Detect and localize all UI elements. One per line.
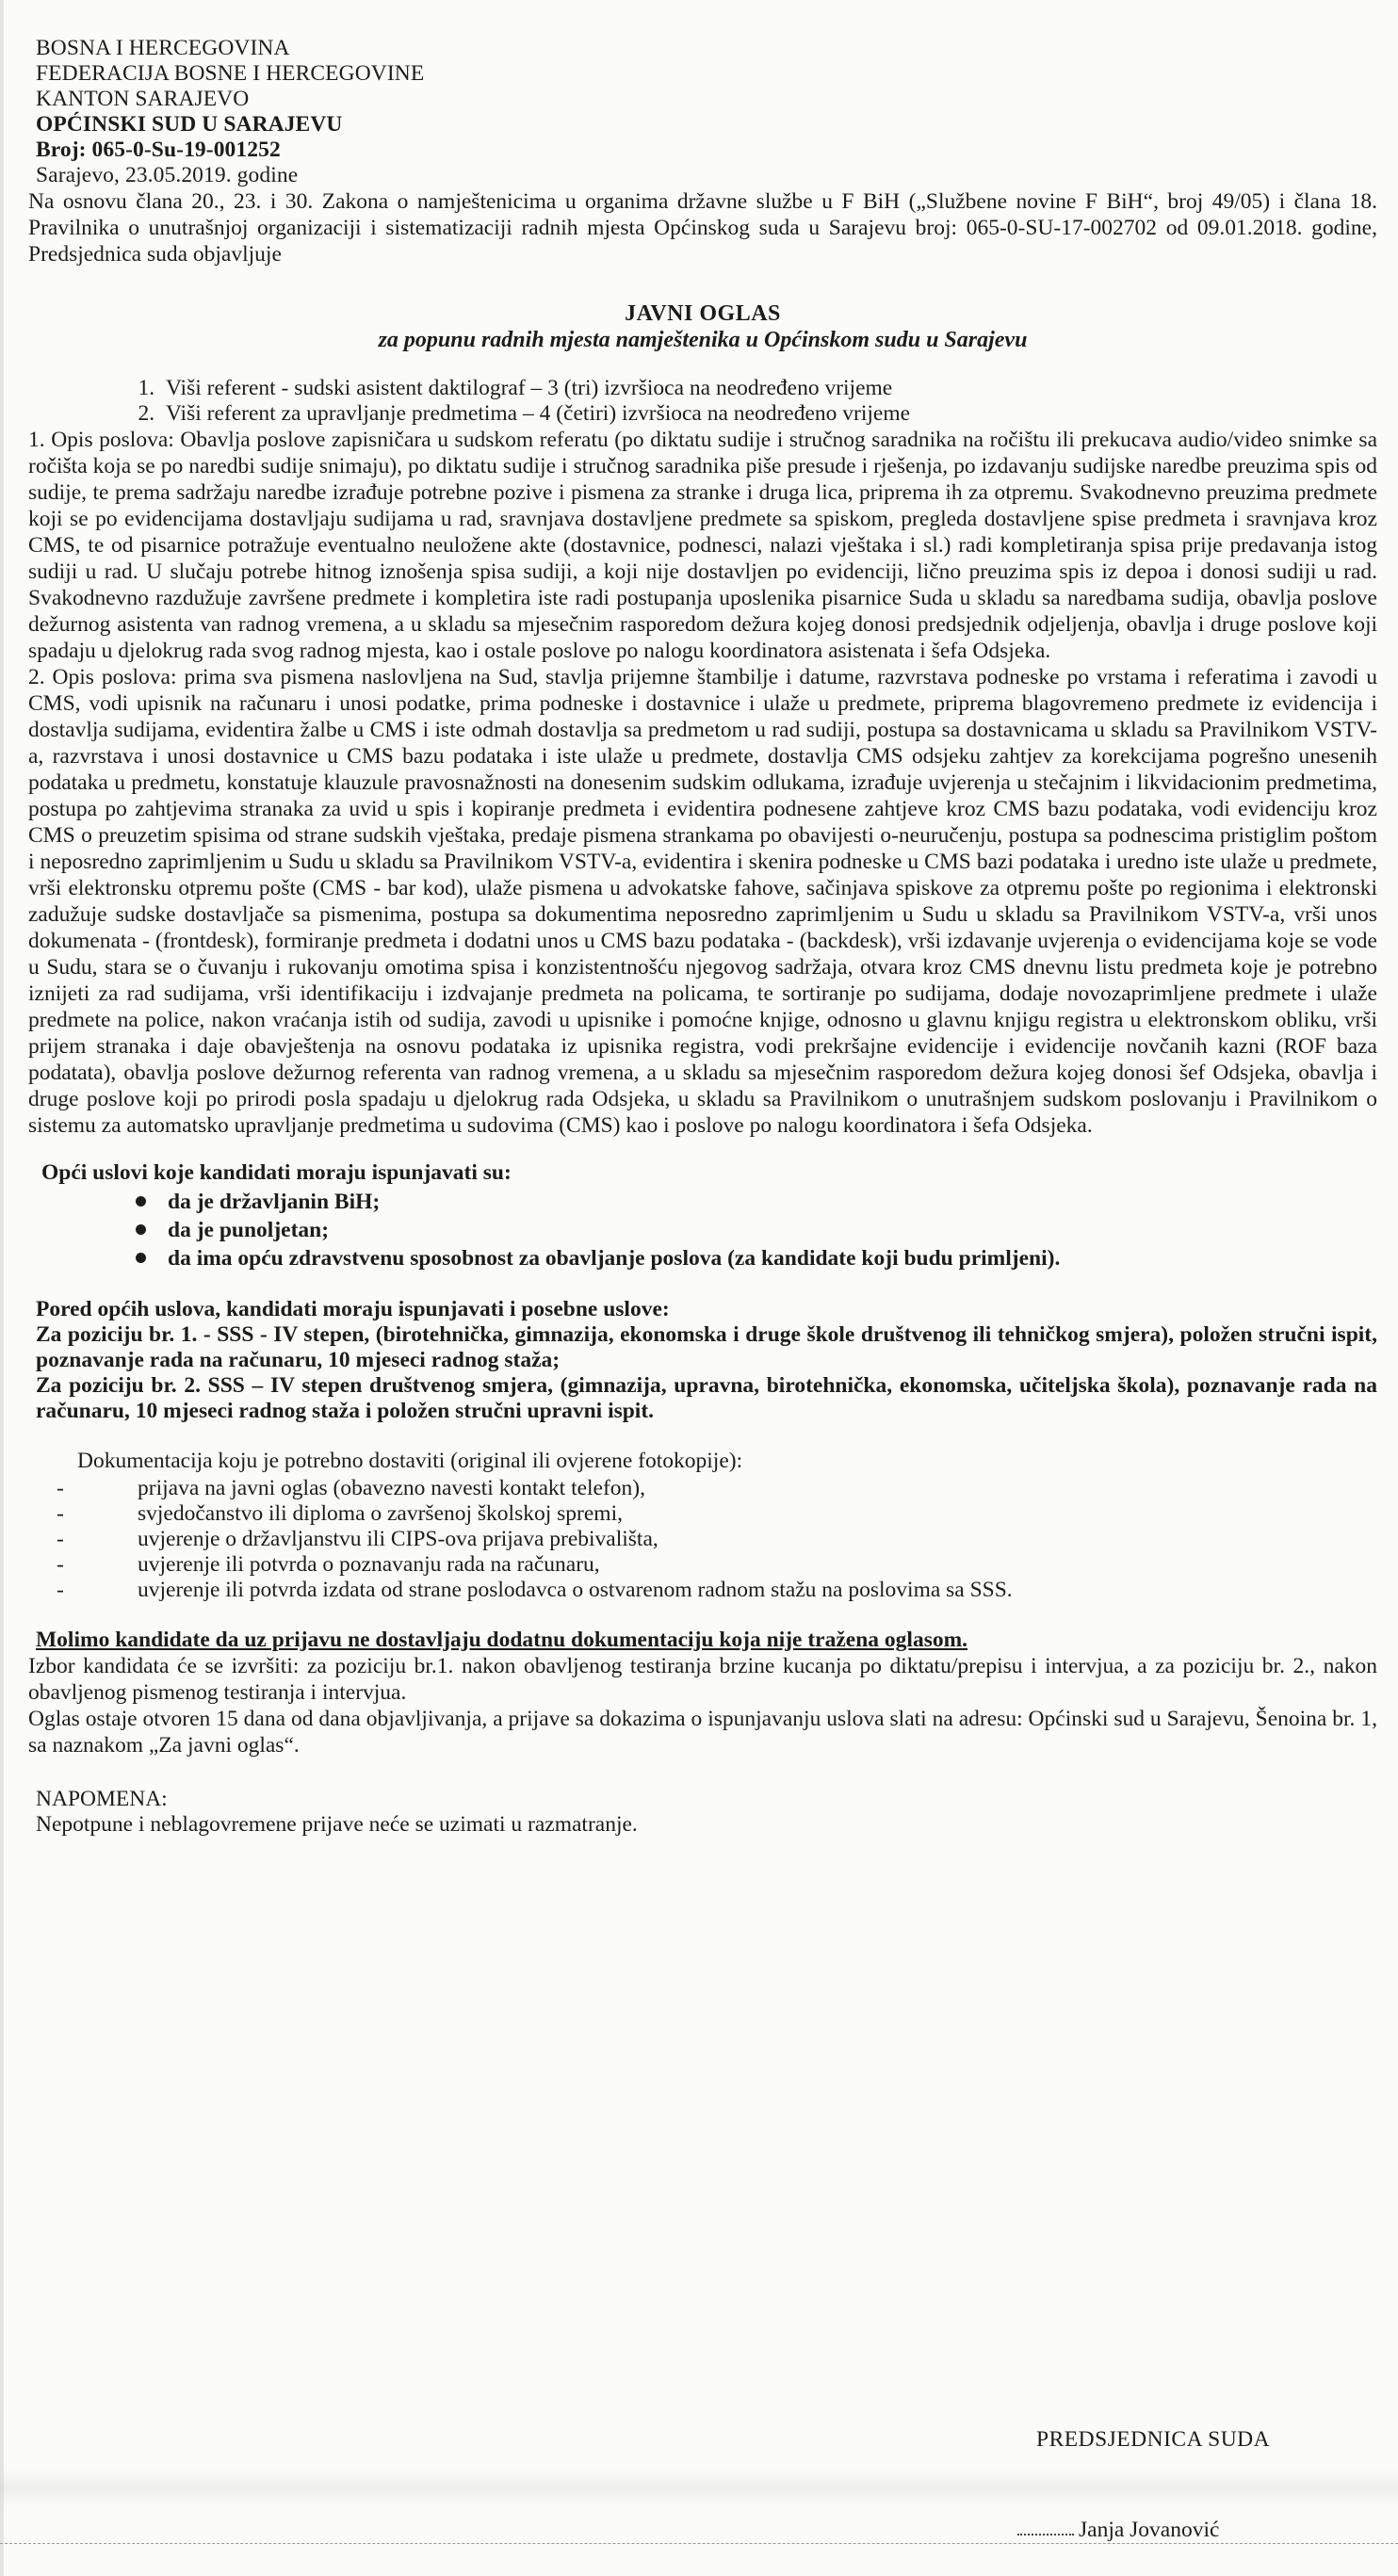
list-item [57,1578,1377,1603]
dash-marker: - [57,1476,64,1500]
job-description-1: 1. Opis poslova: Obavlja poslove zapisničara u sudskom referatu (po diktatu sudije i stručnog saradnika na ročištu ili prekucava audio/video snimke sa ročišta koja se po naredbi sudije snimaju), po diktatu sudije i stručnog saradnika piše presude i rješenja, po izdavanju sudijske naredbe preuzima spis od sudije, te prema sadržaju naredbe izrađuje potrebne pozive i pismena za stranke i druga lica, priprema ih za otpremu. Svakodnevno preuzima predmete koji se po evidencijama dostavljaju sudijama u rad, sravnjava dostavljene predmete sa spiskom, pregleda dostavljene spise predmeta i sravnjava kroz CMS, te od pisarnice potražuje eventualno neuložene akte (dostavnice, podnesci, nalazi vještaka i sl.) radi kompletiranja spisa prije predavanja istog sudiji u rad. U slučaju potrebe hitnog iznošenja spisa sudiji, a koji nije dostavljen po evidenciji, lično preuzima spis iz depoa i donosi sudiji u rad. Svakodnevno razdužuje završene predmete i kompletira iste radi postupanja uposlenika pisarnice Suda u skladu sa naredbama sudija, obavlja poslove dežurnog asistenta van radnog vremena, a u skladu sa mjesečnim rasporedom dežura kojeg donosi predsjednik odjeljenja, obavlja i druge poslove koji spadaju u djelokrug rada svog radnog mjesta, kao i ostale poslove po nalogu koordinatora asistenata i šefa Odsjeka. [28,428,1377,663]
header-number: Broj: 065-0-Su-19-001252 [36,138,281,162]
scan-artifact [0,2470,1398,2507]
header-country: BOSNA I HERCEGOVINA [36,36,290,60]
header-court: OPĆINSKI SUD U SARAJEVU [36,112,343,137]
document-text: uvjerenje o državljanstvu ili CIPS-ova prijava prebivališta, [138,1527,658,1551]
intro-paragraph: Na osnovu člana 20., 23. i 30. Zakona o namještenicima u organima državne službe u F BiH („Službene novine F BiH“, broj 49/05) i člana 18. Pravilnika o unutrašnjoj organizaciji i sistematizaciji radnih mjesta Općinskog suda u Sarajevu broj: 065-0-SU-17-002702 od 09.01.2018. godine, Predsjednica suda objavljuje [28,189,1377,267]
notice-no-extra-docs: Molimo kandidate da uz prijavu ne dostavljaju dodatnu dokumentaciju koja nije tražena oglasom. [36,1628,968,1652]
document-text: uvjerenje ili potvrda o poznavanju rada na računaru, [138,1552,600,1577]
general-conditions-list [132,1188,1377,1272]
deadline-paragraph: Oglas ostaje otvoren 15 dana od dana objavljivanja, a prijave sa dokazima o ispunjavanju uslova slati na adresu: Općinski sud u Sarajevu, Šenoina br. 1, sa naznakom „Za javni oglas“. [28,1707,1377,1758]
position-item: 2. Viši referent za upravljanje predmetima – 4 (četiri) izvršioca na neodređeno vrijeme [160,401,1377,427]
scan-edge [0,0,4,2576]
signature-name: Janja Jovanović [1079,2518,1220,2542]
dash-marker: - [57,1501,64,1526]
job-description-2: 2. Opis poslova: prima sva pismena naslovljena na Sud, stavlja prijemne štambilje i datume, razvrstava podneske po vrstama i referatima i zavodi u CMS, vodi upisnik na računaru i unosi podatke, prima podneske i dostavnice i ulaže u predmete, priprema blagovremeno predmete iz evidencija i dostavlja sudijama, evidentira žalbe u CMS i iste odmah dostavlja sa predmetom u rad sudiji, postupa sa dostavnicama u skladu sa Pravilnikom VSTV-a, razvrstava i unosi dostavnice u CMS bazu podataka i iste ulaže u predmete, dostavlja CMS odsjeku zahtjev za korekcijama pogrešno unesenih podataka u predmetu, konstatuje klauzule pravosnažnosti na donesenim sudskim odlukama, izrađuje uvjerenja u stečajnim i likvidacionim predmetima, postupa po zahtjevima stranaka za uvid u spis i kopiranje predmeta i evidentira podnesene zahtjeve kroz CMS bazu podataka, vodi evidenciju kroz CMS o preuzetim spisima od strane sudskih vještaka, predaje pismena strankama po obavijesti o-neuručenju, postupa sa podnescima pristiglim poštom i neposredno zaprimljenim u Sudu u skladu sa Pravilnikom VSTV-a, evidentira i skenira podneske u CMS bazi podataka i uredno iste ulaže u predmete, vrši elektronsku otpremu pošte (CMS - bar kod), ulaže pismena u advokatske fahove, sačinjava spiskove za otpremu pošte po regionima i elektronski zadužuje sudske dostavljače sa pismenima, postupa sa dokumentima neposredno zaprimljenim u Sudu u skladu sa Pravilnikom VSTV-a, vrši unos dokumenata - (frontdesk), formiranje predmeta i dodatni unos u CMS bazu podataka - (backdesk), vrši izdavanje uvjerenja o evidencijama koje se vode u Sudu, stara se o čuvanju i rukovanju omotima spisa i konzistentnošću njegovog sadržaja, otvara kroz CMS dnevnu listu predmeta koje je potrebno iznijeti za rad sudijama, vrši identifikaciju i izdvajanje predmeta na policama, te sortiranje po sudijama, dodaje novozaprimljene predmete i ulaže predmete na police, nakon vraćanja istih od sudija, zavodi u upisnike i pomoćne knjige, odnosno u glavnu knjigu registra u elektronskom obliku, vrši prijem stranaka i daje obavještenja na osnovu podataka iz upisnika registra, vodi prekršajne evidencije i evidencije novčanih kazni (ROF baza podatata), obavlja poslove dežurnog referenta van radnog vremena, a u skladu sa mjesečnim rasporedom dežura kojeg donosi šef Odsjeka, obavlja i druge poslove koji po prirodi posla spadaju u djelokrug rada Odsjeka, u skladu sa Pravilnikom o unutrašnjem sudskom poslovanju i Pravilnikom o sistemu za automatsko upravljanje predmetima u sudovima (CMS) kao i poslove po nalogu koordinatora i šefa Odsjeka. [28,665,1377,1138]
document-page [28,36,1377,1838]
special-condition-position-2: Za poziciju br. 2. SSS – IV stepen društvenog smjera, (gimnazija, upravna, birotehnička, ekonomska, učiteljska škola), poznavanje rada na računaru, 10 mjeseci radnog staža i položen stručni upravni ispit. [36,1373,1377,1423]
bullet-icon [136,1253,146,1263]
dash-marker: - [57,1578,64,1602]
positions-list [132,376,1377,427]
document-title: JAVNI OGLAS [625,301,781,326]
bullet-icon [136,1196,146,1207]
list-item [168,1188,1377,1216]
documentation-title: Dokumentacija koju je potrebno dostaviti (original ili ovjerene fotokopije): [77,1449,743,1473]
title-block [28,301,1377,353]
note-title: NAPOMENA: [36,1787,168,1811]
bottom-divider [0,2543,1398,2544]
special-condition-position-1: Za poziciju br. 1. - SSS - IV stepen, (birotehnička, gimnazija, ekonomska i druge škole društvenog ili tehničkog smjera), položen stručni ispit, poznavanje rada na računaru, 10 mjeseci radnog staža; [36,1322,1377,1372]
condition-text: da je državljanin BiH; [168,1190,381,1214]
condition-text: da ima opću zdravstvenu sposobnost za obavljanje poslova (za kandidate koji budu primljeni). [168,1246,1061,1271]
document-text: prijava na javni oglas (obavezno navesti kontakt telefon), [138,1476,646,1500]
list-item [57,1552,1377,1578]
header-canton: KANTON SARAJEVO [36,87,250,111]
document-text: svjedočanstvo ili diploma o završenoj školskoj spremi, [138,1501,623,1526]
special-conditions [36,1297,1377,1424]
list-item [168,1244,1377,1272]
header-date: Sarajevo, 23.05.2019. godine [36,163,299,187]
selection-paragraph: Izbor kandidata će se izvršiti: za poziciju br.1. nakon obavljenog testiranja brzine kucanja po diktatu/prepisu i intervjua, a za poziciju br. 2., nakon obavljenog pismenog testiranja i intervjua. [28,1654,1377,1705]
signature-line [1017,2534,1074,2535]
position-item: 1. Viši referent - sudski asistent daktilograf – 3 (tri) izvršioca na neodređeno vrijeme [160,376,1377,401]
signature-title: PREDSJEDNICA SUDA [1036,2427,1271,2452]
document-subtitle: za popunu radnih mjesta namještenika u Općinskom sudu u Sarajevu [378,328,1028,352]
note-text: Nepotpune i neblagovremene prijave neće se uzimati u razmatranje. [36,1812,638,1837]
list-item [57,1527,1377,1552]
document-header [36,36,1377,188]
list-item [57,1501,1377,1527]
condition-text: da je punoljetan; [168,1218,330,1242]
dash-marker: - [57,1527,64,1551]
general-conditions-title: Opći uslovi koje kandidati moraju ispunjavati su: [41,1160,512,1185]
dash-marker: - [57,1552,64,1577]
header-federation: FEDERACIJA BOSNE I HERCEGOVINE [36,61,425,86]
special-conditions-title: Pored općih uslova, kandidati moraju ispunjavati i posebne uslove: [36,1297,670,1321]
list-item [168,1216,1377,1244]
documentation-list [57,1476,1377,1603]
list-item [57,1476,1377,1501]
bullet-icon [136,1224,146,1235]
document-text: uvjerenje ili potvrda izdata od strane poslodavca o ostvarenom radnom stažu na poslovima sa SSS. [138,1578,1013,1602]
